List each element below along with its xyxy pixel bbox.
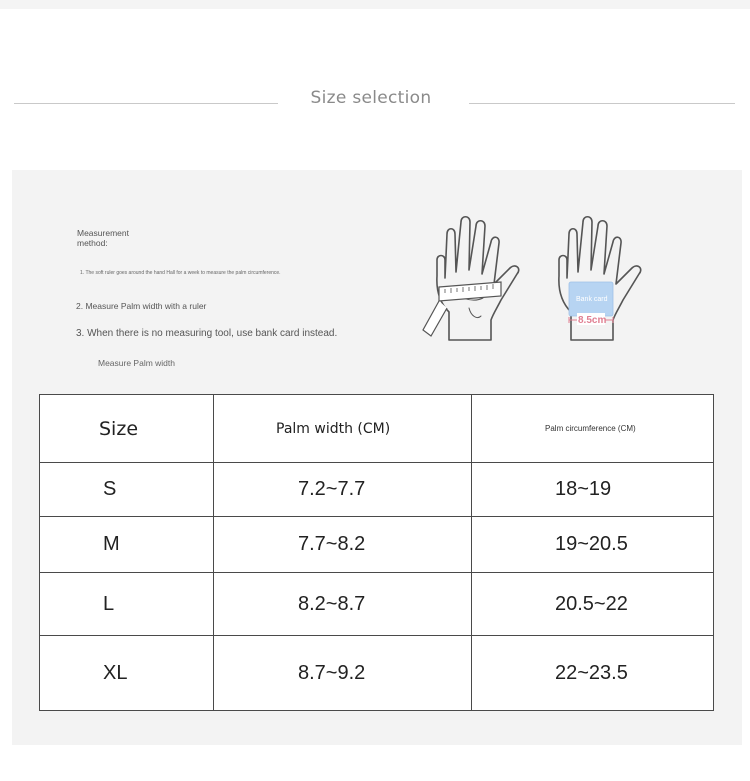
title-divider-right [469, 103, 735, 104]
section-header [0, 86, 750, 116]
top-band [0, 0, 750, 9]
table-row [40, 517, 714, 573]
size-cell: M [40, 517, 214, 573]
palm-width-cell: 7.2~7.7 [214, 463, 472, 517]
palm-circumference-cell: 22~23.5 [472, 636, 714, 711]
header-palm-width: Palm width (CM) [214, 395, 472, 463]
size-cell: XL [40, 636, 214, 711]
table-row [40, 463, 714, 517]
palm-circumference-cell: 18~19 [472, 463, 714, 517]
measurement-step-2: 2. Measure Palm width with a ruler [76, 301, 207, 311]
tape-ruler-icon [423, 282, 501, 336]
hand-with-ruler-icon [437, 217, 519, 340]
bank-card-size-label: 8.5cm [578, 315, 607, 326]
table-row [40, 573, 714, 636]
measurement-method-title: Measurement method: [77, 228, 129, 248]
size-cell: S [40, 463, 214, 517]
header-palm-circumference [472, 395, 714, 463]
table-row [40, 636, 714, 711]
palm-circumference-cell: 19~20.5 [472, 517, 714, 573]
table-header-row [40, 395, 714, 463]
size-chart-table [39, 394, 714, 711]
measurement-step-3: 3. When there is no measuring tool, use bank card instead. [76, 328, 338, 339]
measure-palm-width-caption: Measure Palm width [98, 358, 176, 368]
palm-circumference-cell: 20.5~22 [472, 573, 714, 636]
hand-measurement-illustration [409, 212, 649, 352]
size-cell: L [40, 573, 214, 636]
measurement-step-1: 1. The soft ruler goes around the hand Hall for a week to measure the palm circumference. [80, 270, 281, 276]
palm-width-cell: 7.7~8.2 [214, 517, 472, 573]
header-palm-circumference-text: Palm circumference (CM) [545, 423, 636, 433]
bank-card-icon [569, 282, 613, 326]
bank-card-label: Bank card [576, 296, 608, 303]
palm-width-cell: 8.2~8.7 [214, 573, 472, 636]
palm-width-cell: 8.7~9.2 [214, 636, 472, 711]
header-size: Size [40, 395, 214, 463]
section-title: Size selection [310, 88, 432, 108]
